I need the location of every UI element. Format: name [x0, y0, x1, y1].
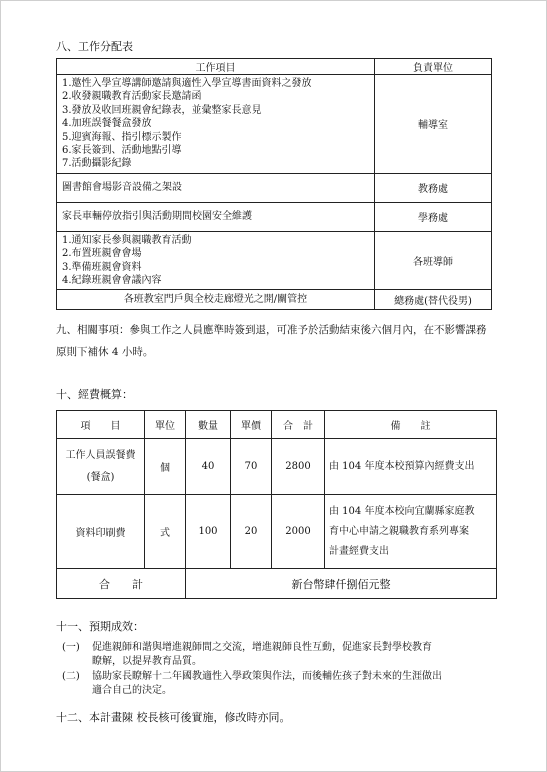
task-line: 6.家長簽到、活動地點引導	[62, 145, 182, 157]
total-cell: 2000	[272, 495, 325, 569]
task-cell: 各班教室門戶與全校走廊燈光之開/關管控	[57, 290, 375, 310]
task-cell: 家長車輛停放指引與活動期間校園安全維護	[57, 202, 375, 231]
price-cell: 70	[231, 439, 272, 495]
task-line: 1.通知家長參與親職教育活動	[62, 234, 192, 246]
unit-cell: 教務處	[375, 173, 492, 202]
unit-cell: 個	[145, 439, 186, 495]
item-line: 協助家長瞭解十二年國教適性入學政策與作法，而後輔佐孩子對未來的生涯做出	[92, 671, 442, 683]
item-text	[92, 641, 512, 668]
note-line: 育中心申請之親職教育系列專案	[329, 525, 469, 537]
work-assignment-table	[56, 58, 492, 310]
unit-cell: 各班導師	[375, 231, 492, 290]
expected-results-list	[62, 641, 512, 697]
unit-cell: 輔導室	[375, 75, 492, 174]
task-line: 4.加班誤餐餐盒發放	[62, 118, 152, 130]
table-header-row	[57, 411, 497, 439]
item-text	[92, 670, 512, 697]
note-cell	[325, 495, 497, 569]
header-unit: 負責單位	[375, 59, 492, 75]
price-cell: 20	[231, 495, 272, 569]
table-row	[57, 75, 492, 174]
unit-cell: 學務處	[375, 202, 492, 231]
total-cell: 2800	[272, 439, 325, 495]
table-row	[57, 173, 492, 202]
total-value: 新台幣肆仟捌佰元整	[186, 569, 497, 599]
table-row	[57, 202, 492, 231]
section-12-text: 十二、本計畫陳 校長核可後實施，修改時亦同。	[56, 711, 291, 724]
item-label: (一)	[62, 642, 80, 653]
item-cell: 資料印刷費	[57, 495, 145, 569]
task-line: 5.迎賓海報、指引標示製作	[62, 131, 182, 143]
table-row	[57, 290, 492, 310]
task-cell	[57, 75, 375, 174]
note-line: 計畫經費支出	[329, 545, 389, 557]
item-line: 促進親師和諧與增進親師間之交流，增進親師良性互動，促進家長對學校教育	[92, 642, 432, 653]
item-cell	[57, 439, 145, 495]
section-9-line-2: 原則下補休 4 小時。	[56, 346, 154, 358]
total-label: 合 計	[57, 569, 186, 599]
budget-table	[56, 410, 497, 599]
table-row	[57, 231, 492, 290]
section-11-title: 十一、預期成效：	[56, 620, 144, 633]
item-line: 瞭解，以提昇教育品質。	[92, 655, 202, 667]
header-unit: 單位	[145, 411, 186, 439]
section-9-line-1: 九、相關事項：參與工作之人員應準時簽到退，可准予於活動結束後六個月內，在不影響課務	[56, 324, 487, 336]
item-label: (二)	[62, 671, 80, 683]
header-total: 合 計	[272, 411, 325, 439]
task-line: 7.活動攝影紀錄	[62, 158, 132, 170]
table-row	[57, 495, 497, 569]
list-item	[62, 670, 512, 697]
task-line: 3.準備班親會資料	[62, 261, 142, 273]
task-cell: 圖書館會場影音設備之架設	[57, 173, 375, 202]
task-line: 2.布置班親會會場	[62, 248, 142, 260]
note-line: 由 104 年度本校向宜蘭縣家庭教	[329, 505, 475, 517]
unit-cell: 式	[145, 495, 186, 569]
header-qty: 數量	[186, 411, 231, 439]
unit-cell: 總務處(替代役男)	[375, 290, 492, 310]
task-line: 1.邀性入學宣導講師邀請與適性入學宣導書面資料之發放	[62, 78, 312, 89]
header-price: 單價	[231, 411, 272, 439]
qty-cell: 100	[186, 495, 231, 569]
qty-cell: 40	[186, 439, 231, 495]
task-line: 3.發放及收回班親會紀錄表，並彙整家長意見	[62, 104, 262, 116]
task-line: 2.收發親職教育活動家長邀請函	[62, 91, 202, 103]
section-8-title: 八、工作分配表	[56, 40, 133, 53]
total-row	[57, 569, 497, 599]
table-row	[57, 439, 497, 495]
note-cell: 由 104 年度本校預算內經費支出	[325, 439, 497, 495]
list-item	[62, 641, 512, 668]
item-line: 適合自己的決定。	[92, 684, 172, 696]
section-10-title: 十、經費概算：	[56, 388, 133, 401]
item-line: (餐盒)	[86, 471, 115, 483]
header-task: 工作項目	[57, 59, 375, 75]
header-item: 項 目	[57, 411, 145, 439]
table-header-row	[57, 59, 492, 75]
header-note: 備 註	[325, 411, 497, 439]
task-cell	[57, 231, 375, 290]
task-line: 4.紀錄班親會會議內容	[62, 275, 162, 287]
item-line: 工作人員誤餐費	[65, 449, 136, 461]
